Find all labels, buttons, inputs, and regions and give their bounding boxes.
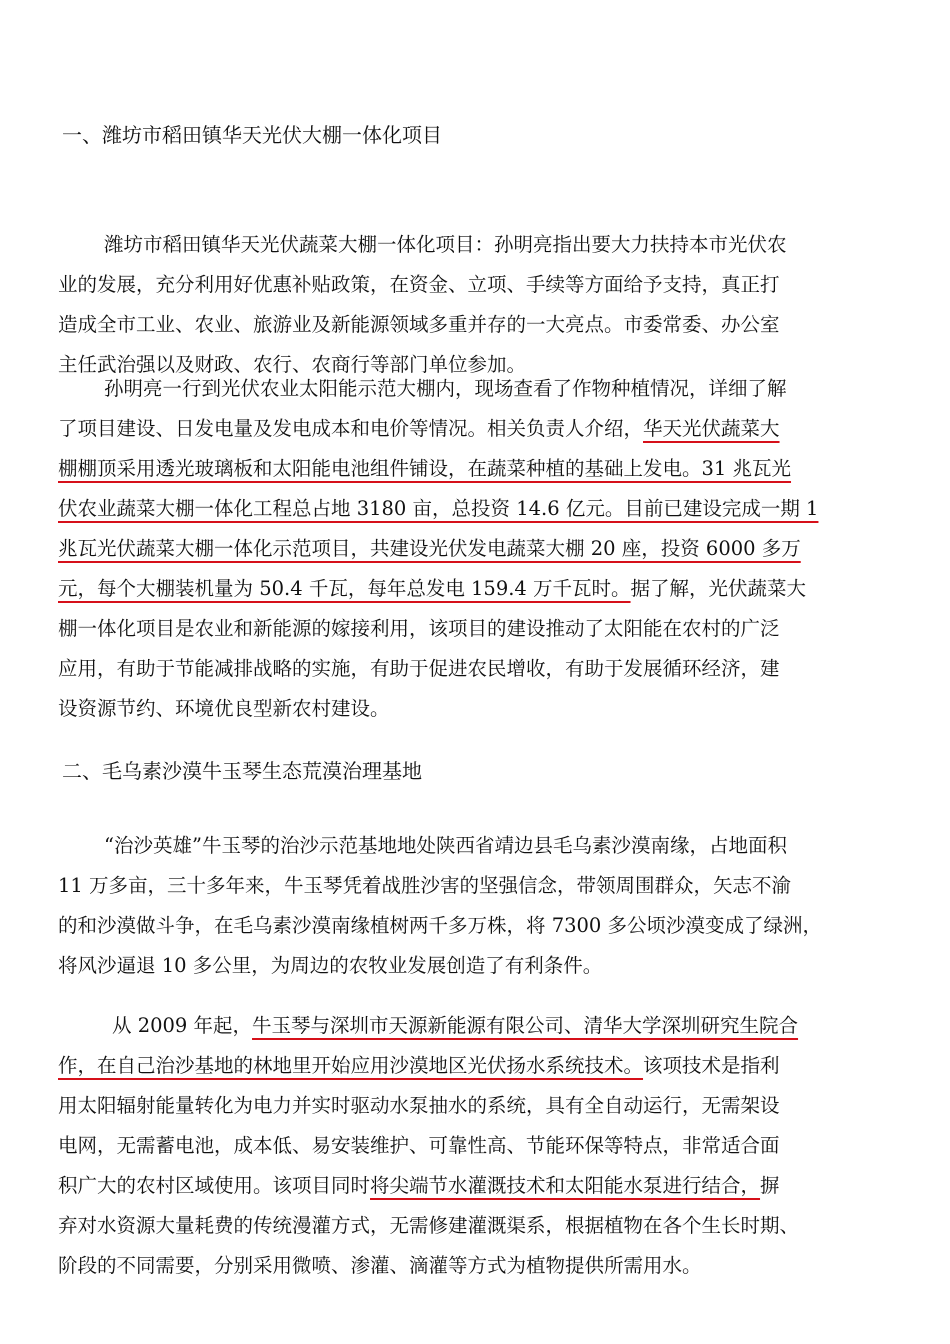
text-line: 棚一体化项目是农业和新能源的嫁接利用，该项目的建设推动了太阳能在农村的广泛 xyxy=(58,617,780,640)
highlighted-text: 兆瓦光伏蔬菜大棚一体化示范项目，共建设光伏发电蔬菜大棚 20 座，投资 6000 多万 xyxy=(58,537,801,560)
text-line xyxy=(58,529,894,569)
text-span: 了项目建设、日发电量及发电成本和电价等情况。相关负责人介绍， xyxy=(58,417,644,440)
text-line: 将风沙逼退 10 多公里，为周边的农牧业发展创造了有利条件。 xyxy=(58,954,603,977)
highlighted-text: 作，在自己治沙基地的林地里开始应用沙漠地区光伏扬水系统技术。 xyxy=(58,1054,644,1077)
section-2-heading: 二、毛乌素沙漠牛玉琴生态荒漠治理基地 xyxy=(62,759,422,783)
text-span: 摒 xyxy=(760,1174,780,1197)
text-line xyxy=(58,449,894,489)
section-2-paragraph-2 xyxy=(58,1006,894,1286)
text-span: 据了解，光伏蔬菜大 xyxy=(630,577,807,600)
section-1-paragraph-1 xyxy=(58,225,894,385)
text-line: 阶段的不同需要，分别采用微喷、渗灌、滴灌等方式为植物提供所需用水。 xyxy=(58,1254,702,1277)
section-1-heading: 一、潍坊市稻田镇华天光伏大棚一体化项目 xyxy=(62,123,442,147)
highlighted-text: 元，每个大棚装机量为 50.4 千瓦，每年总发电 159.4 万千瓦时。 xyxy=(58,577,631,600)
highlighted-text: 华天光伏蔬菜大 xyxy=(643,417,780,440)
text-line: 11 万多亩，三十多年来，牛玉琴凭着战胜沙害的坚强信念，带领周围群众，矢志不渝 xyxy=(58,874,792,897)
text-span: 积广大的农村区域使用。该项目同时 xyxy=(58,1174,371,1197)
text-line: 的和沙漠做斗争，在毛乌素沙漠南缘植树两千多万株，将 7300 多公顷沙漠变成了绿洲， xyxy=(58,914,823,937)
text-span: 该项技术是指利 xyxy=(643,1054,780,1077)
text-line: 潍坊市稻田镇华天光伏蔬菜大棚一体化项目：孙明亮指出要大力扶持本市光伏农 xyxy=(104,233,787,256)
text-line: 主任武治强以及财政、农行、农商行等部门单位参加。 xyxy=(58,353,527,376)
text-line: 业的发展，充分利用好优惠补贴政策，在资金、立项、手续等方面给予支持，真正打 xyxy=(58,273,780,296)
text-line: 设资源节约、环境优良型新农村建设。 xyxy=(58,697,390,720)
text-line xyxy=(58,409,894,449)
text-line: 弃对水资源大量耗费的传统漫灌方式，无需修建灌溉渠系，根据植物在各个生长时期、 xyxy=(58,1214,800,1237)
text-line: 用太阳辐射能量转化为电力并实时驱动水泵抽水的系统，具有全自动运行，无需架设 xyxy=(58,1094,780,1117)
text-line: 电网，无需蓄电池，成本低、易安装维护、可靠性高、节能环保等特点，非常适合面 xyxy=(58,1134,780,1157)
text-line xyxy=(58,1006,894,1046)
text-line: “治沙英雄”牛玉琴的治沙示范基地地处陕西省靖边县毛乌素沙漠南缘，占地面积 xyxy=(104,834,787,857)
highlighted-text: 将尖端节水灌溉技术和太阳能水泵进行结合， xyxy=(370,1174,761,1197)
section-2-paragraph-1 xyxy=(58,826,894,986)
highlighted-text: 伏农业蔬菜大棚一体化工程总占地 3180 亩，总投资 14.6 亿元。目前已建设完成一期 1 xyxy=(58,497,819,520)
highlighted-text: 牛玉琴与深圳市天源新能源有限公司、清华大学深圳研究生院合 xyxy=(252,1014,799,1037)
highlighted-text: 棚棚顶采用透光玻璃板和太阳能电池组件铺设，在蔬菜种植的基础上发电。31 兆瓦光 xyxy=(58,457,792,480)
text-line xyxy=(58,1166,894,1206)
text-line: 孙明亮一行到光伏农业太阳能示范大棚内，现场查看了作物种植情况，详细了解 xyxy=(104,377,787,400)
text-line: 造成全市工业、农业、旅游业及新能源领域多重并存的一大亮点。市委常委、办公室 xyxy=(58,313,780,336)
text-line xyxy=(58,489,894,529)
text-line xyxy=(58,569,894,609)
text-line xyxy=(58,1046,894,1086)
text-line: 应用，有助于节能减排战略的实施，有助于促进农民增收，有助于发展循环经济，建 xyxy=(58,657,780,680)
text-span: 从 2009 年起， xyxy=(112,1014,253,1037)
section-1-paragraph-2 xyxy=(58,369,894,729)
